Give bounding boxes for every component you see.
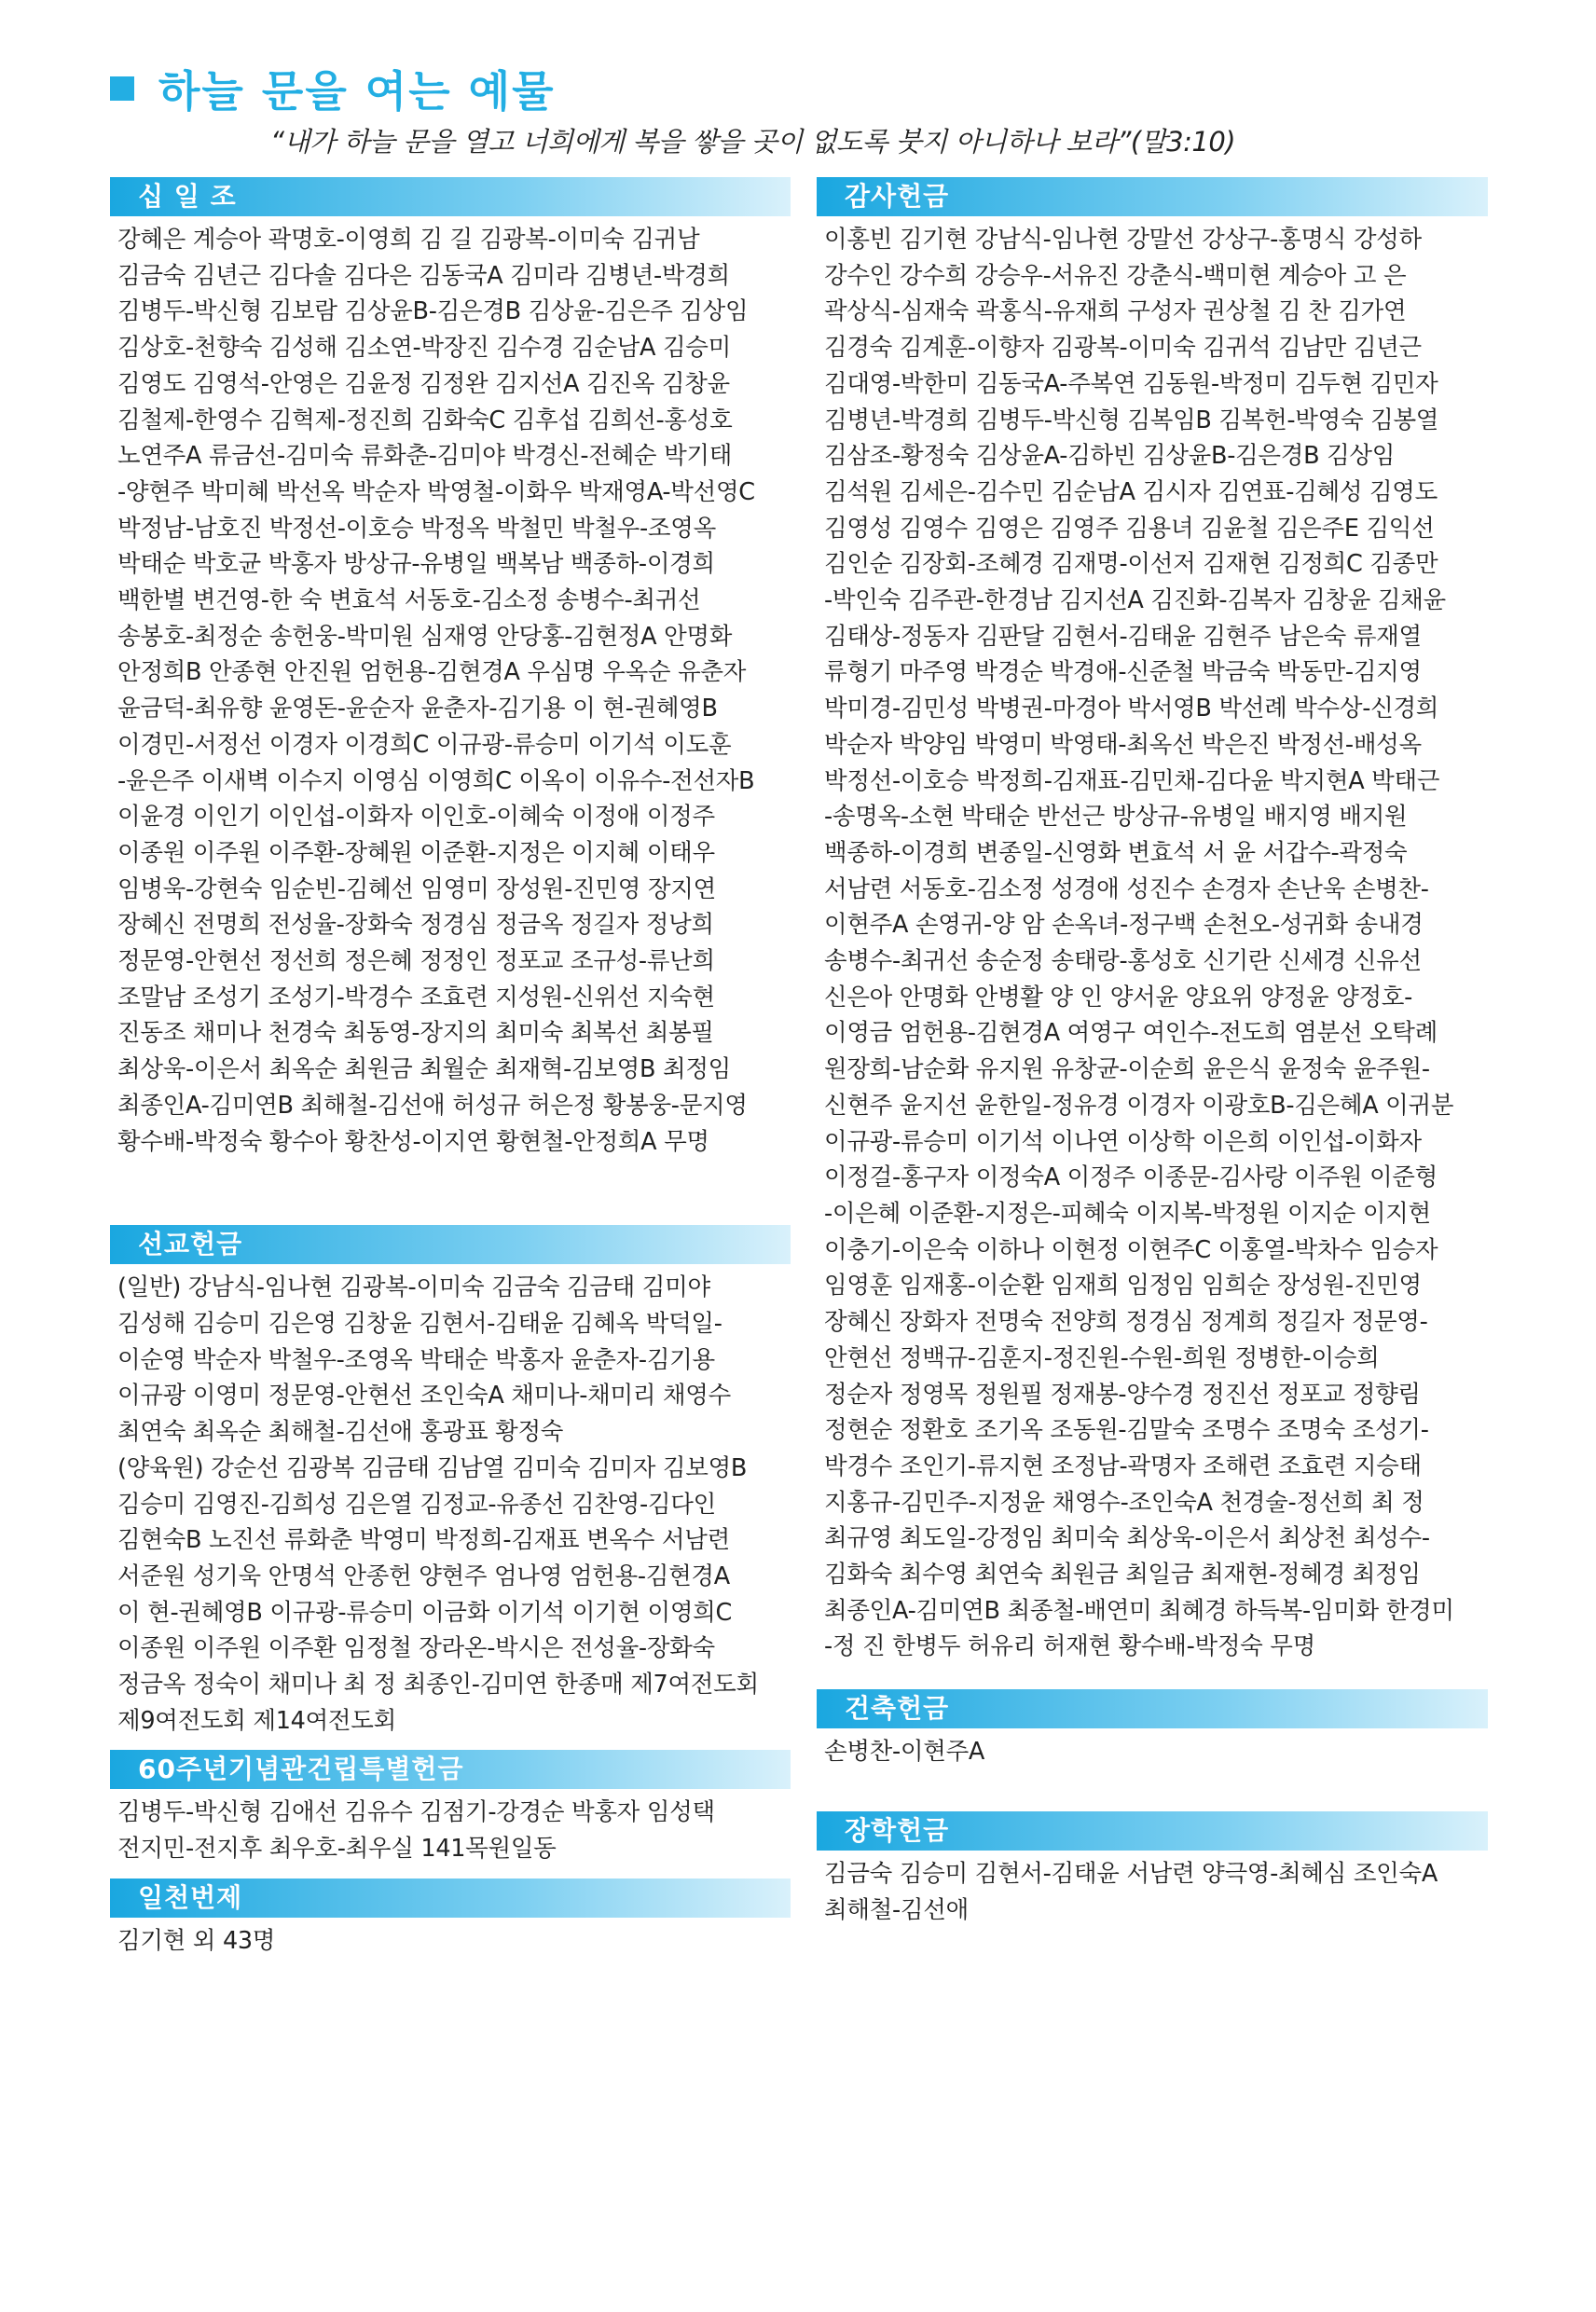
section-scholarship (817, 1811, 1488, 1928)
section-text-tithe: 강혜은 계승아 곽명호-이영희 김 길 김광복-이미숙 김귀남 김금숙 김년근 김다솔 김다은 김동국A 김미라 김병년-박경희 김병두-박신형 김보람 김상윤B-김은경B 김상윤-김은주 김상임 김상호-천향숙 김성해 김소연-박장진 김수경 김순남A 김승미 김영도 김영석-안영은 김윤정 김정완 김지선A 김진옥 김창윤 김철제-한영수 김혁제-정진희 김화숙C 김후섭 김희선-홍성호 노연주A 류금선-김미숙 류화춘-김미야 박경신-전혜순 박기태 -양현주 박미혜 박선옥 박순자 박영철-이화우 박재영A-박선영C 박정남-남호진 박정선-이호승 박정옥 박철민 박철우-조영옥 박태순 박호균 박홍자 방상규-유병일 백복남 백종하-이경희 백한별 변건영-한 숙 변효석 서동호-김소정 송병수-최귀선 송봉호-최정순 송헌웅-박미원 심재영 안당홍-김현정A 안명화 안정희B 안종현 안진원 엄헌용-김현경A 우심명 우옥순 유춘자 윤금덕-최유향 윤영돈-윤순자 윤춘자-김기용 이 현-권혜영B 이경민-서정선 이경자 이경희C 이규광-류승미 이기석 이도훈 -윤은주 이새벽 이수지 이영심 이영희C 이옥이 이유수-전선자B 이윤경 이인기 이인섭-이화자 이인호-이혜숙 이정애 이정주 이종원 이주원 이주환-장혜원 이준환-지정은 이지혜 이태우 임병욱-강현숙 임순빈-김혜선 임영미 장성원-진민영 장지연 장혜신 전명희 전성율-장화숙 정경심 정금옥 정길자 정낭희 정문영-안현선 정선희 정은혜 정정인 정포교 조규성-류난희 조말남 조성기 조성기-박경수 조효련 지성원-신위선 지숙현 진동조 채미나 천경숙 최동영-장지의 최미숙 최복선 최봉필 최상욱-이은서 최옥순 최원금 최월순 최재혁-김보영B 최정임 최종인A-김미연B 최해철-김선애 허성규 허은정 황봉웅-문지영 황수배-박정숙 황수아 황찬성-이지연 황현철-안정희A 무명 (117, 226, 755, 1156)
section-heading-anniversary: 60주년기념관건립특별헌금 (110, 1750, 791, 1789)
section-heading-thanks: 감사헌금 (817, 177, 1488, 216)
section-thousandth (110, 1878, 791, 1960)
section-heading-tithe: 십 일 조 (110, 177, 791, 216)
page-title-row (110, 56, 556, 121)
section-text-mission (110, 1270, 791, 1739)
section-text-scholarship: 김금숙 김승미 김현서-김태윤 서남련 양극영-최혜심 조인숙A 최해철-김선애 (824, 1859, 1438, 1924)
section-text-thanks: 이홍빈 김기현 강남식-임나현 강말선 강상구-홍명식 강성하 강수인 강수희 강승우-서유진 강춘식-백미현 계승아 고 은 곽상식-심재숙 곽홍식-유재희 구성자 권상철 김 찬 김가연 김경숙 김계훈-이향자 김광복-이미숙 김귀석 김남만 김년근 김대영-박한미 김동국A-주복연 김동원-박정미 김두현 김민자 김병년-박경희 김병두-박신형 김복임B 김복헌-박영숙 김봉열 김삼조-황정숙 김상윤A-김하빈 김상윤B-김은경B 김상임 김석원 김세은-김수민 김순남A 김시자 김연표-김혜성 김영도 김영성 김영수 김영은 김영주 김용녀 김윤철 김은주E 김익선 김인순 김장회-조혜경 김재명-이선저 김재현 김정희C 김종만 -박인숙 김주관-한경남 김지선A 김진화-김복자 김창윤 김채윤 김태상-정동자 김판달 김현서-김태윤 김현주 남은숙 류재열 류형기 마주영 박경순 박경애-신준철 박금숙 박동만-김지영 박미경-김민성 박병권-마경아 박서영B 박선례 박수상-신경희 박순자 박양임 박영미 박영태-최옥선 박은진 박정선-배성옥 박정선-이호승 박정희-김재표-김민채-김다윤 박지현A 박태근 -송명옥-소현 박태순 반선근 방상규-유병일 배지영 배지원 백종하-이경희 변종일-신영화 변효석 서 윤 서갑수-곽정숙 서남련 서동호-김소정 성경애 성진수 손경자 손난욱 손병찬- 이현주A 손영귀-양 암 손옥녀-정구백 손천오-성귀화 송내경 송병수-최귀선 송순정 송태랑-홍성호 신기란 신세경 신유선 신은아 안명화 안병활 양 인 양서윤 양요위 양정윤 양정호- 이영금 엄헌용-김현경A 여영구 여인수-전도희 염분선 오탁례 원장희-남순화 유지원 유창균-이순희 윤은식 윤정숙 윤주원- 신현주 윤지선 윤한일-정유경 이경자 이광호B-김은혜A 이귀분 이규광-류승미 이기석 이나연 이상학 이은희 이인섭-이화자 이정걸-홍구자 이정숙A 이정주 이종문-김사랑 이주원 이준형 -이은혜 이준환-지정은-피혜숙 이지복-박정원 이지순 이지현 이충기-이은숙 이하나 이현정 이현주C 이홍열-박차수 임승자 임영훈 임재홍-이순환 임재희 임정임 임희순 장성원-진민영 장혜신 장화자 전명숙 전양희 정경심 정계희 정길자 정문영- 안현선 정백규-김훈지-정진원-수원-희원 정병한-이승희 정순자 정영목 정원필 정재봉-양수경 정진선 정포교 정향림 정현순 정환호 조기옥 조동원-김말숙 조명수 조명숙 조성기- 박경수 조인기-류지현 조정남-곽명자 조해련 조효련 지승태 지홍규-김민주-지정윤 채영수-조인숙A 천경술-정선희 최 정 최규영 최도일-강정임 최미숙 최상욱-이은서 최상천 최성수- 김화숙 최수영 최연숙 최원금 최일금 최재현-정혜경 최정임 최종인A-김미연B 최종철-배연미 최혜경 하득복-임미화 한경미 -정 진 한병두 허유리 허재현 황수배-박정숙 무명 (824, 226, 1454, 1661)
page-subtitle: “내가 하늘 문을 열고 너희에게 복을 쌓을 곳이 없도록 붓지 아니하나 보라”(말3:10) (270, 126, 1236, 158)
section-text-building: 손병찬-이현주A (824, 1738, 985, 1767)
left-column (110, 177, 791, 1960)
section-heading-scholarship: 장학헌금 (817, 1811, 1488, 1851)
section-mission (110, 1225, 791, 1739)
mission-nursing-tag: (양육원) (117, 1453, 204, 1482)
mission-nursing-text: 강순선 김광복 김금태 김남열 김미숙 김미자 김보영B 김승미 김영진-김희성 김은열 김정교-유종선 김찬영-김다인 김현숙B 노진선 류화춘 박영미 박정희-김재표 변옥수 서남련 서준원 성기욱 안명석 안종헌 양현주 엄나영 엄헌용-김현경A 이 현-권혜영B 이규광-류승미 이금화 이기석 이기현 이영희C 이종원 이주원 이주환 임정철 장라온-박시은 전성율-장화숙 정금옥 정숙이 채미나 최 정 최종인-김미연 한종매 제7여전도회 제9여전도회 제14여전도회 (117, 1453, 759, 1735)
section-text-thousandth: 김기현 외 43명 (117, 1926, 276, 1955)
section-heading-mission: 선교헌금 (110, 1225, 791, 1264)
section-building (817, 1689, 1488, 1770)
mission-general-tag: (일반) (117, 1273, 181, 1302)
title-square-icon (110, 76, 134, 101)
section-heading-thousandth: 일천번제 (110, 1878, 791, 1918)
section-heading-building: 건축헌금 (817, 1689, 1488, 1728)
section-tithe (110, 177, 791, 1160)
section-anniversary (110, 1750, 791, 1866)
page-title: 하늘 문을 여는 예물 (158, 66, 556, 117)
mission-general-text: 강남식-임나현 김광복-이미숙 김금숙 김금태 김미야 김성해 김승미 김은영 김창윤 김현서-김태윤 김혜옥 박덕일- 이순영 박순자 박철우-조영옥 박태순 박홍자 윤춘자-김기용 이규광 이영미 정문영-안현선 조인숙A 채미나-채미리 채영수 최연숙 최옥순 최해철-김선애 홍광표 황정숙 (117, 1273, 731, 1447)
right-column (817, 177, 1488, 1928)
section-text-anniversary: 김병두-박신형 김애선 김유수 김점기-강경순 박홍자 임성택 전지민-전지후 최우호-최우실 141목원일동 (117, 1798, 715, 1864)
section-thanks (817, 177, 1488, 1665)
